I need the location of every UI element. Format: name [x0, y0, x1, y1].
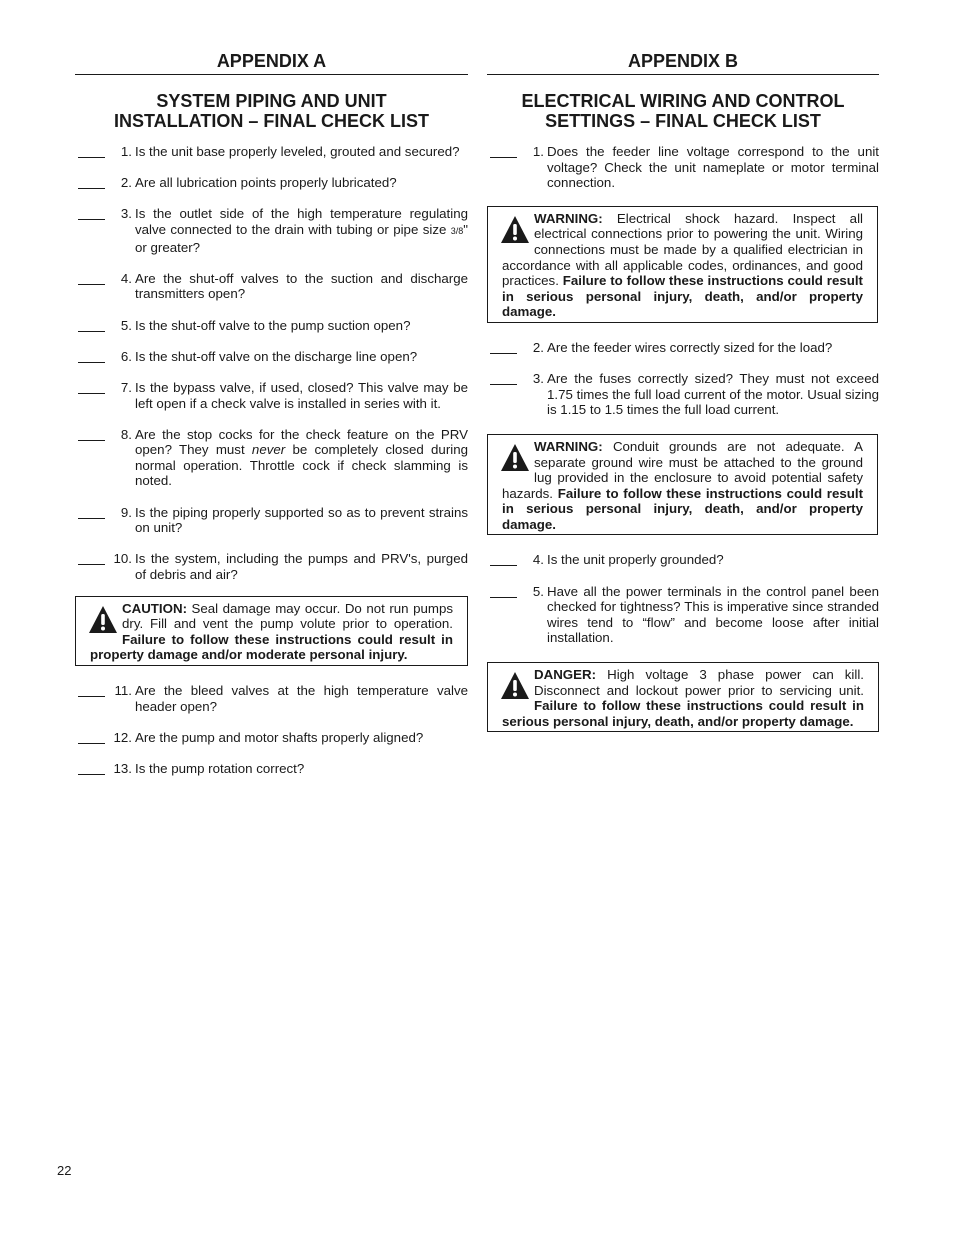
- checklist-item-a10: 10. Is the system, including the pumps and PRV's, purged of debris and air?: [75, 551, 468, 582]
- checklist-item-a12: 12. Are the pump and motor shafts properly aligned?: [75, 730, 468, 746]
- caution-box: CAUTION: Seal damage may occur. Do not run pumps dry. Fill and vent the pump volute prior to operation. Failure to follow these instructions could result in property damage and/or moderate personal injury.: [75, 596, 468, 666]
- warning-triangle-icon: [88, 604, 118, 635]
- appendix-a-column: [75, 50, 468, 792]
- checkbox-blank[interactable]: [78, 730, 105, 744]
- appendix-b-title-line2: SETTINGS – FINAL CHECK LIST: [545, 111, 821, 131]
- checklist-item-a2: 2. Are all lubrication points properly lubricated?: [75, 175, 468, 191]
- checkbox-blank[interactable]: [78, 144, 105, 158]
- checkbox-blank[interactable]: [490, 371, 517, 385]
- warning-triangle-icon: [500, 670, 530, 701]
- warning-box-ground: WARNING: Conduit grounds are not adequate. A separate ground wire must be attached to the ground lug provided in the enclosure to avoid potential safety hazards. Failure to follow these instructions could result in serious personal injury, death, and/or property damage.: [487, 434, 878, 536]
- appendix-a-title: [75, 91, 468, 131]
- checklist-item-a5: 5. Is the shut-off valve to the pump suction open?: [75, 318, 468, 334]
- checkbox-blank[interactable]: [78, 175, 105, 189]
- checklist-item-a7: 7. Is the bypass valve, if used, closed? This valve may be left open if a check valve is installed in series with it.: [75, 380, 468, 411]
- warning-triangle-icon: [500, 442, 530, 473]
- checkbox-blank[interactable]: [78, 505, 105, 519]
- appendix-a-title-line2: INSTALLATION – FINAL CHECK LIST: [114, 111, 429, 131]
- danger-box: DANGER: High voltage 3 phase power can kill. Disconnect and lockout power prior to servicing unit. Failure to follow these instructions could result in serious personal injury, death, and/or property damage.: [487, 662, 879, 732]
- checkbox-blank[interactable]: [78, 761, 105, 775]
- checklist-item-a3: 3. Is the outlet side of the high temperature regulating valve connected to the drain with tubing or pipe size 3/8" or greater?: [75, 206, 468, 255]
- checkbox-blank[interactable]: [78, 318, 105, 332]
- appendix-a-title-line1: SYSTEM PIPING AND UNIT: [156, 91, 387, 111]
- checkbox-blank[interactable]: [78, 349, 105, 363]
- danger-label: DANGER:: [534, 667, 597, 683]
- warning-triangle-icon: [500, 214, 530, 245]
- checklist-item-a4: 4. Are the shut-off valves to the suction and discharge transmitters open?: [75, 271, 468, 302]
- checklist-item-a6: 6. Is the shut-off valve on the discharge line open?: [75, 349, 468, 365]
- warning-label: WARNING:: [534, 438, 603, 454]
- checkbox-blank[interactable]: [490, 144, 517, 158]
- checkbox-blank[interactable]: [490, 552, 517, 566]
- checklist-item-b2: 2. Are the feeder wires correctly sized for the load?: [487, 340, 879, 356]
- checkbox-blank[interactable]: [78, 683, 105, 697]
- checklist-item-a1: 1. Is the unit base properly leveled, grouted and secured?: [75, 144, 468, 160]
- appendix-b-title-line1: ELECTRICAL WIRING AND CONTROL: [521, 91, 845, 111]
- checklist-item-a13: 13. Is the pump rotation correct?: [75, 761, 468, 777]
- appendix-b-column: [487, 50, 879, 749]
- checklist-item-a9: 9. Is the piping properly supported so as to prevent strains on unit?: [75, 505, 468, 536]
- checkbox-blank[interactable]: [78, 271, 105, 285]
- checkbox-blank[interactable]: [78, 380, 105, 394]
- checkbox-blank[interactable]: [78, 551, 105, 565]
- page-number: 22: [57, 1163, 72, 1178]
- checklist-item-a8: 8. Are the stop cocks for the check feature on the PRV open? They must never be completely closed during normal operation. Throttle cock if check slamming is noted.: [75, 427, 468, 489]
- checkbox-blank[interactable]: [78, 206, 105, 220]
- warning-box-electrical: WARNING: Electrical shock hazard. Inspect all electrical connections prior to powering the unit. Wiring connections must be made by a qualified electrician in accordance with all applicable codes, ordinances, and good practices. Failure to follow these instructions could result in serious personal injury, death, and/or property damage.: [487, 206, 878, 323]
- checklist-item-b1: 1. Does the feeder line voltage correspond to the unit voltage? Check the unit nameplate or motor terminal connection.: [487, 144, 879, 191]
- appendix-a-heading: APPENDIX A: [75, 50, 468, 75]
- checkbox-blank[interactable]: [490, 340, 517, 354]
- fraction-three-eighths: 3/8: [450, 225, 464, 236]
- checkbox-blank[interactable]: [490, 584, 517, 598]
- checkbox-blank[interactable]: [78, 427, 105, 441]
- warning-label: WARNING:: [534, 210, 603, 226]
- caution-label: CAUTION:: [122, 600, 187, 616]
- appendix-b-heading: APPENDIX B: [487, 50, 879, 75]
- checklist-item-b3: 3. Are the fuses correctly sized? They must not exceed 1.75 times the full load current of the motor. Usual sizing is 1.15 to 1.5 times the full load current.: [487, 371, 879, 418]
- checklist-item-b5: 5. Have all the power terminals in the control panel been checked for tightness? This is imperative since stranded wires tend to “flow” and become loose after initial installation.: [487, 584, 879, 646]
- checklist-item-b4: 4. Is the unit properly grounded?: [487, 552, 879, 568]
- checklist-item-a11: 11. Are the bleed valves at the high temperature valve header open?: [75, 683, 468, 714]
- appendix-b-title: [487, 91, 879, 131]
